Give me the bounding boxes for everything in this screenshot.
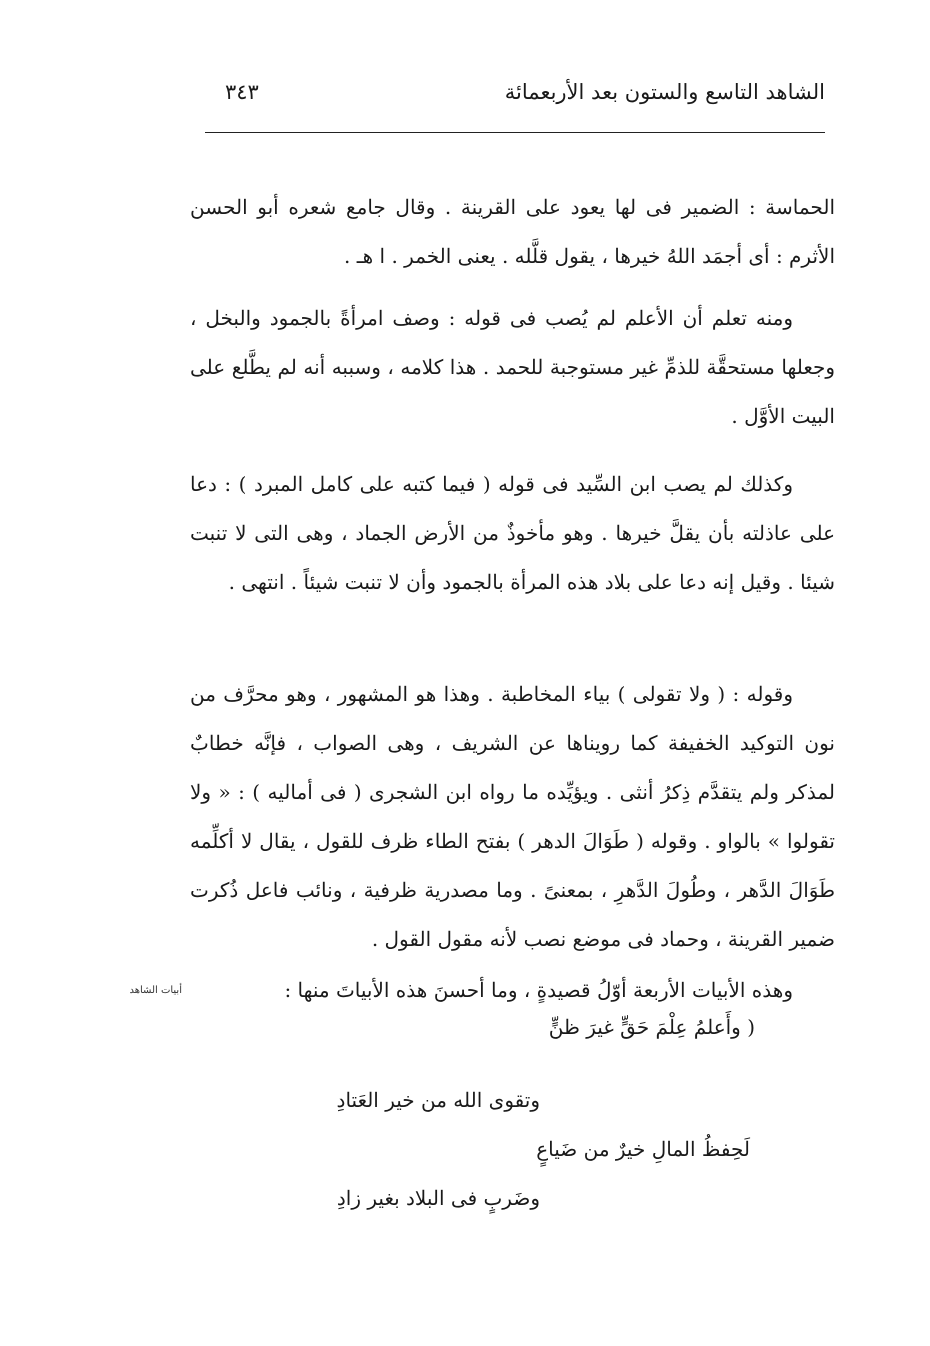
verse-line-2: وتقوى الله من خير العَتادِ xyxy=(336,1088,540,1112)
verse-line-1: ( وأَعلمُ عِلْمَ حَقٍّ غيرَ ظنٍّ xyxy=(548,1015,755,1039)
paragraph-alalam: ومنه تعلم أن الأعلم لم يُصب فى قوله : وصف امرأةً بالجمود والبخل ، وجعلها مستحقَّة للذمِّ غير مستوجبة للحمد . هذا كلامه ، وسببه أنه لم يطَّلع على البيت الأوَّل . xyxy=(190,306,835,428)
running-title: الشاهد التاسع والستون بعد الأربعمائة xyxy=(504,80,825,104)
verse-line-4: وضَربٍ فى البلاد بغير زادِ xyxy=(336,1186,540,1210)
header-divider xyxy=(205,132,825,133)
paragraph-verses-intro: وهذه الأبيات الأربعة أوّلُ قصيدةٍ ، وما أحسنَ هذه الأبياتَ منها : xyxy=(284,978,793,1002)
margin-note: أبيات الشاهد xyxy=(129,985,182,996)
paragraph-wa-qawluhu: وقوله : ( ولا تقولى ) بياء المخاطبة . وهذا هو المشهور ، وهو محرَّف من نون التوكيد الخفيفة كما رويناها عن الشريف ، وهى الصواب ، فإنَّه خطابٌ لمذكر ولم يتقدَّم ذِكرُ أنثى . ويؤيِّده ما رواه ابن الشجرى ( فى أماليه ) : « ولا تقولوا » بالواو . وقوله ( طَوَالَ الدهر ) بفتح الطاء ظرف للقول ، يقال لا أكلِّمه طَوَالَ الدَّهر ، وطُولَ الدَّهرِ ، بمعنىً . وما مصدرية ظرفية ، ونائب فاعل ذُكرت ضمير القرينة ، وحماد فى موضع نصب لأنه مقول القول . xyxy=(190,682,835,951)
page-header xyxy=(205,80,825,120)
verse-line-3: لَحِفظُ المالِ خيرٌ من ضَياعٍ xyxy=(536,1137,750,1161)
paragraph-ibn-alsayyid: وكذلك لم يصب ابن السِّيد فى قوله ( فيما كتبه على كامل المبرد ) : دعا على عاذلته بأن يقلَّ خيرها . وهو مأخوذٌ من الأرض الجماد ، وهى التى لا تنبت شيئا . وقيل إنه دعا على بلاد هذه المرأة بالجمود وأن لا تنبت شيئاً . انتهى . xyxy=(190,472,835,594)
page-number: ٣٤٣ xyxy=(225,80,259,104)
paragraph-hamasa-note: الحماسة : الضمير فى لها يعود على القرينة . وقال جامع شعره أبو الحسن الأثرم : أى أجمَد اللهُ خيرها ، يقول قلَّله . يعنى الخمر . ا هـ . xyxy=(190,195,835,268)
